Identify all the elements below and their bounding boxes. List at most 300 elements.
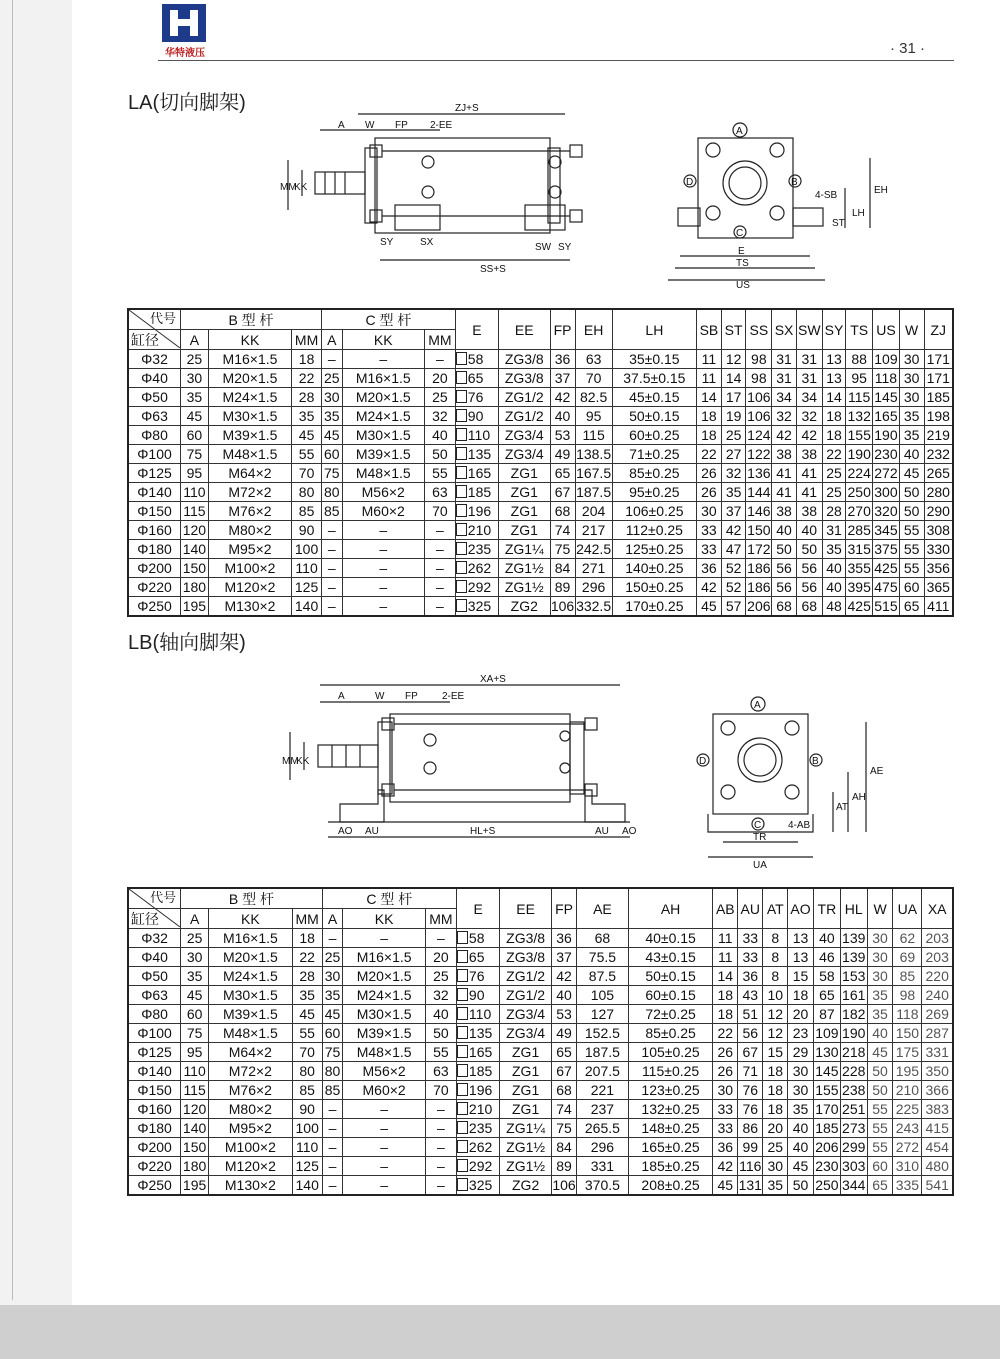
lb-table-cell: 109 [815,1025,839,1041]
la-table-cell: 35 [822,540,846,559]
la-header-col: EE [499,309,550,350]
lb-table-cell: 152.5 [577,1024,629,1043]
lb-table-cell: 70 [425,1081,456,1100]
la-table-row [128,559,953,578]
la-table-cell: 40 [822,559,846,578]
la-table-cell: 30 [899,388,924,407]
la-table-cell: – [424,578,455,597]
la-table-cell: 280 [924,483,953,502]
lb-table-cell: 45 [322,1005,343,1024]
la-table-cell: 42 [772,426,797,445]
lb-table-cell: ZG3/4 [500,1005,552,1024]
la-cell-value: 196 [467,503,492,519]
lb-table-cell: M95×2 [209,1119,293,1138]
lb-header-col: E [456,888,499,929]
lb-table-cell: Φ100 [128,1024,181,1043]
lb-table-cell: 74 [551,1100,576,1119]
lb-table-cell: 310 [893,1157,922,1176]
lb-header-col: W [867,888,893,929]
lb-table-cell: 50±0.15 [628,967,713,986]
la-table-cell: 112±0.25 [612,521,696,540]
lb-table-cell: 118 [893,1005,922,1024]
lb-table-cell: 60 [322,1024,343,1043]
lb-header-sub: KK [343,909,426,929]
lb-end-label-ua: UA [753,860,767,871]
la-table-cell: 60 [322,445,343,464]
la-table-cell: 45 [181,407,209,426]
lb-table-cell: 208±0.25 [628,1176,713,1196]
la-table-cell: 165 [874,408,898,424]
la-table-cell: – [342,540,424,559]
lb-table-cell: 75.5 [577,948,629,967]
lb-table-cell: Φ63 [128,986,181,1005]
square-symbol-icon [457,1140,468,1153]
lb-table-cell: 98 [893,986,922,1005]
lb-table-cell: 210 [893,1081,922,1100]
lb-table-cell: 115±0.25 [628,1062,713,1081]
lb-table-cell: 18 [713,1005,738,1024]
la-label-ee: 2-EE [430,120,453,131]
lb-table-cell: 60 [181,1005,209,1024]
lb-table-cell: 60 [867,1157,893,1176]
la-table-row [128,350,953,369]
lb-table-cell: M24×1.5 [209,967,293,986]
la-table-cell: 95 [846,369,873,388]
la-table-cell: M56×2 [342,483,424,502]
la-table-cell: 206 [747,598,771,614]
la-table-cell: 122 [747,446,771,462]
la-table-cell: 106 [747,408,771,424]
la-table-cell: 22 [697,445,722,464]
la-table-cell: 186 [747,560,771,576]
la-table-cell: 49 [550,445,575,464]
lb-table-cell: 110 [181,1062,209,1081]
lb-table-cell: 55 [867,1119,893,1138]
lb-table-cell: ZG1½ [500,1138,552,1157]
lb-table-cell: 33 [738,929,763,948]
lb-end-label-ah: AH [852,792,866,803]
la-table-cell: 138.5 [576,446,612,462]
lb-label-ee: 2-EE [442,691,465,702]
la-table-row [128,597,953,617]
la-header-col: ST [721,309,746,350]
lb-table-cell: M80×2 [209,1100,293,1119]
la-header-sub: A [181,330,209,350]
lb-table-cell: ZG1 [500,1043,552,1062]
la-table-cell: 41 [772,464,797,483]
lb-table-cell: 331 [577,1157,629,1176]
la-table-cell: ZG1 [499,483,550,502]
la-label-ss: SS+S [480,264,506,275]
lb-table-cell: 541 [922,1176,953,1196]
la-table-cell: 98 [746,369,772,388]
lb-table-cell: 30 [713,1081,738,1100]
lb-table-cell: – [322,1119,343,1138]
la-table-cell: 19 [721,407,746,426]
la-table-cell: 71±0.25 [612,445,696,464]
la-table-cell: 80 [292,483,322,502]
la-table-cell: 50 [796,540,822,559]
square-symbol-icon [457,969,468,982]
lb-cell-value: 165 [468,1044,493,1060]
lb-end-label-ab: 4-AB [788,820,811,831]
lb-table-cell: 25 [763,1138,788,1157]
la-end-label-c: C [736,228,744,239]
lb-table-cell: 22 [292,948,322,967]
lb-header-col: AE [577,888,629,929]
lb-table-cell: 11 [713,929,738,948]
lb-table-cell: Φ180 [128,1119,181,1138]
lb-table-cell: 45 [788,1157,814,1176]
lb-table-cell: 25 [425,967,456,986]
la-table-cell: M39×1.5 [342,445,424,464]
lb-table-cell: 89 [551,1157,576,1176]
la-table-cell: – [424,350,455,369]
lb-table-cell: 106 [552,1177,576,1193]
la-table-cell: – [424,521,455,540]
lb-table-cell: 237 [577,1100,629,1119]
lb-table-cell: 155 [815,1082,839,1098]
la-table-cell: 40 [822,578,846,597]
la-table-cell: ZG1½ [499,559,550,578]
la-header-col: SW [796,309,822,350]
la-cell-value: 262 [467,560,492,576]
lb-table-cell: 116 [739,1158,762,1174]
lb-table-cell: 85 [322,1081,343,1100]
la-label-w: W [365,120,375,131]
la-table-cell: 63 [424,483,455,502]
lb-table-cell: 15 [788,967,814,986]
la-table-cell: Φ180 [128,540,181,559]
la-table-cell: 356 [924,559,953,578]
la-table-cell: 80 [322,483,343,502]
lb-table-cell: – [322,1138,343,1157]
la-cell-value: 90 [467,408,484,424]
lb-table-cell: 22 [713,1024,738,1043]
la-table-cell: M64×2 [208,464,291,483]
lb-table-cell: 43 [738,986,763,1005]
la-table-cell: 75 [550,540,575,559]
la-table-cell: 40 [550,407,575,426]
la-table-cell: 315 [847,541,871,557]
la-table-cell: 475 [874,579,898,595]
lb-table-cell: 45 [292,1005,322,1024]
la-table-cell: M100×2 [208,559,291,578]
lb-table-cell: 165±0.25 [628,1138,713,1157]
lb-table-cell: – [425,1119,456,1138]
lb-header-col: TR [813,888,840,929]
la-table-cell: 144 [747,484,771,500]
lb-label-xa: XA+S [480,674,506,685]
la-cell-value: 135 [467,446,492,462]
la-table-cell: 271 [575,559,612,578]
lb-table-cell: 8 [763,948,788,967]
la-table-cell: 65 [899,597,924,617]
la-table-cell: 50 [424,445,455,464]
brand-logo [158,4,212,59]
lb-table-cell: 130 [815,1044,839,1060]
lb-table-cell: M48×1.5 [209,1024,293,1043]
square-symbol-icon [457,1026,468,1039]
lb-table-cell: M20×1.5 [343,967,426,986]
lb-cell-value: 58 [468,930,485,946]
lb-table-row [128,929,953,948]
lb-table-cell: 80 [292,1062,322,1081]
lb-table-cell: 99 [738,1138,763,1157]
la-cell-value: 65 [467,370,484,386]
la-table-cell: 70 [424,502,455,521]
la-table-cell: 18 [697,426,722,445]
lb-end-label-b: B [812,756,819,767]
la-table-cell: – [322,578,343,597]
la-table-cell: ZG1 [499,521,550,540]
lb-table-cell: 42 [713,1157,738,1176]
la-table-cell: Φ200 [128,559,181,578]
la-table-cell: 42 [550,388,575,407]
lb-table-cell: 62 [893,929,922,948]
la-table-cell: 37 [721,502,746,521]
la-cell-value: 165 [467,465,492,481]
la-label-sw: SW [535,242,552,253]
square-symbol-icon [457,1083,468,1096]
la-table-cell: ZG1 [499,464,550,483]
lb-table-cell: ZG3/4 [500,1024,552,1043]
lb-table-cell: 131 [738,1177,762,1193]
la-table-cell: – [322,521,343,540]
lb-table-cell: 90 [292,1100,322,1119]
la-table-cell: ZG1/2 [499,388,550,407]
lb-table-cell: 55 [425,1043,456,1062]
la-table-cell: 115 [846,388,873,407]
la-end-label-e: E [738,246,745,257]
lb-table-cell: 195 [893,1062,922,1081]
la-table-cell: 52 [721,559,746,578]
la-table-cell: Φ220 [128,578,181,597]
la-header-col: EH [575,309,612,350]
lb-table-cell: M30×1.5 [209,986,293,1005]
lb-cell-value: 135 [468,1025,493,1041]
lb-table-cell: 40 [425,1005,456,1024]
la-header-code: 代号 [149,311,176,326]
lb-table-cell: – [343,1100,426,1119]
square-symbol-icon [457,1064,468,1077]
la-table-cell: 195 [181,597,209,617]
lb-table-cell: 15 [763,1043,788,1062]
square-symbol-icon [457,988,468,1001]
la-cell-value: 185 [467,484,492,500]
la-table-cell: 30 [697,502,722,521]
la-table-cell: 95 [181,464,209,483]
lb-table-cell [456,1176,499,1196]
lb-cell-value: 196 [468,1082,493,1098]
lb-table-cell: – [322,1176,343,1196]
lb-end-view-diagram [688,692,888,872]
lb-table-cell: ZG3/8 [500,948,552,967]
lb-table-cell: 220 [922,967,953,986]
la-table-cell: 145 [874,389,898,405]
lb-table-cell: 95 [181,1043,209,1062]
la-table-cell: 13 [822,369,846,388]
la-table-cell: 56 [772,559,797,578]
square-symbol-icon [456,580,467,593]
la-header-sub: MM [424,330,455,350]
lb-table-cell: 251 [842,1101,866,1117]
lb-header-col: AB [713,888,738,929]
la-table-cell: 42 [697,578,722,597]
square-symbol-icon [456,466,467,479]
lb-table-cell: – [343,1176,426,1196]
lb-table-cell: 11 [713,948,738,967]
la-table-cell [455,350,498,369]
lb-table-cell: M72×2 [209,1062,293,1081]
la-table-cell: 12 [721,350,746,369]
square-symbol-icon [456,599,467,612]
lb-table-cell: – [425,1100,456,1119]
la-table-cell: Φ250 [128,597,181,617]
la-table-cell: M16×1.5 [342,369,424,388]
la-table-row [128,388,953,407]
lb-table-cell: 76 [738,1081,763,1100]
la-table-cell [455,540,498,559]
la-table-cell: 33 [697,521,722,540]
lb-table-cell [456,1005,499,1024]
lb-table-cell: 80 [322,1062,343,1081]
lb-table-cell: 86 [738,1119,763,1138]
lb-table-cell: 45 [867,1043,893,1062]
lb-table-cell: Φ220 [128,1157,181,1176]
la-table-cell: ZG1½ [499,578,550,597]
la-table-cell: 32 [772,407,797,426]
la-header-col: SX [772,309,797,350]
la-header-group-b: B 型 杆 [181,309,322,330]
lb-table-cell: 35 [763,1176,788,1196]
lb-table-cell: M60×2 [343,1081,426,1100]
lb-table-cell: 203 [922,929,953,948]
la-table-cell: 120 [181,521,209,540]
la-table-cell: 85 [292,502,322,521]
la-table-cell: 285 [847,522,871,538]
la-table-cell: 48 [822,597,846,617]
la-table-cell: 185 [924,388,953,407]
la-table-cell: 365 [924,578,953,597]
la-table-cell: 187.5 [576,484,612,500]
lb-table-cell: ZG1/2 [500,967,552,986]
lb-table-cell: – [322,1157,343,1176]
la-table-cell: 55 [899,521,924,540]
lb-table-cell: 105 [577,986,629,1005]
lb-table-cell: 203 [922,948,953,967]
lb-header-sub: A [181,909,209,929]
lb-table-cell [456,967,499,986]
lb-table-cell: 185±0.25 [628,1157,713,1176]
lb-header-sub: MM [425,909,456,929]
lb-table-cell: 139 [842,930,866,946]
lb-table-cell [456,1100,499,1119]
lb-table-cell: 87 [813,1005,840,1024]
lb-table-cell: 50 [788,1176,814,1196]
lb-header-sub: A [322,909,343,929]
la-table-cell: 22 [292,369,322,388]
la-table-cell: M48×1.5 [208,445,291,464]
lb-table-cell: M39×1.5 [209,1005,293,1024]
la-table-cell: 88 [846,350,873,369]
la-table-cell: 37 [550,369,575,388]
la-cell-value: 58 [467,351,484,367]
lb-table-cell: 30 [867,929,893,948]
la-table-row [128,483,953,502]
lb-table-cell: 43±0.15 [628,948,713,967]
la-end-label-lh: LH [852,208,865,219]
la-table-cell: 35 [721,483,746,502]
lb-table-cell: 480 [922,1157,953,1176]
la-header-group-c: C 型 杆 [322,309,456,330]
logo-icon [162,4,206,42]
la-table-cell: 55 [899,540,924,559]
la-table-cell: 136 [747,465,771,481]
la-cell-value: 325 [467,598,492,614]
la-table-cell: 355 [847,560,871,576]
lb-table-cell: M100×2 [209,1138,293,1157]
lb-table-cell: 68 [577,929,629,948]
la-table-cell: 50 [899,483,924,502]
lb-cell-value: 235 [468,1120,493,1136]
la-table-cell: 224 [847,465,871,481]
lb-table-cell: 76 [738,1100,763,1119]
la-table-cell: – [322,597,343,617]
la-table-cell: Φ100 [128,445,181,464]
lb-table-cell: 115 [181,1081,209,1100]
lb-table-cell: 40 [813,929,840,948]
lb-table-cell [456,929,499,948]
la-table-cell: 31 [772,369,797,388]
la-table-cell: 31 [822,521,846,540]
lb-table-cell: 370.5 [577,1176,629,1196]
la-table-cell: 171 [924,350,953,369]
la-table-cell: 110 [292,559,322,578]
lb-table-cell: 30 [867,967,893,986]
lb-table-cell: 67 [551,1062,576,1081]
la-header-sub: KK [208,330,291,350]
lb-table-cell: 45 [181,986,209,1005]
lb-header-col: FP [551,888,576,929]
lb-table-cell: Φ160 [128,1100,181,1119]
la-table-cell: 33 [697,540,722,559]
lb-header-corner [128,888,181,909]
lb-table-cell: 140 [181,1119,209,1138]
la-table-cell: 30 [322,388,343,407]
la-table-cell: 308 [924,521,953,540]
lb-table-cell: 20 [763,1119,788,1138]
lb-table-cell: 56 [738,1024,763,1043]
square-symbol-icon [456,352,467,365]
la-table-cell: 75 [322,464,343,483]
la-table-cell: 26 [697,483,722,502]
la-table-cell [455,483,498,502]
lb-table-cell: 33 [713,1119,738,1138]
la-table-cell: 296 [575,578,612,597]
lb-table-cell: 25 [181,929,209,948]
lb-table-cell: 87.5 [577,967,629,986]
lb-cell-value: 110 [468,1006,492,1022]
lb-table-cell: – [425,1176,456,1196]
la-table-cell: 190 [874,427,898,443]
lb-table-cell [456,1138,499,1157]
la-table-cell: 38 [796,445,822,464]
lb-table-row [128,1100,953,1119]
lb-table-cell: 32 [425,986,456,1005]
la-table-cell: M130×2 [208,597,291,617]
la-table-cell: 124 [747,427,771,443]
